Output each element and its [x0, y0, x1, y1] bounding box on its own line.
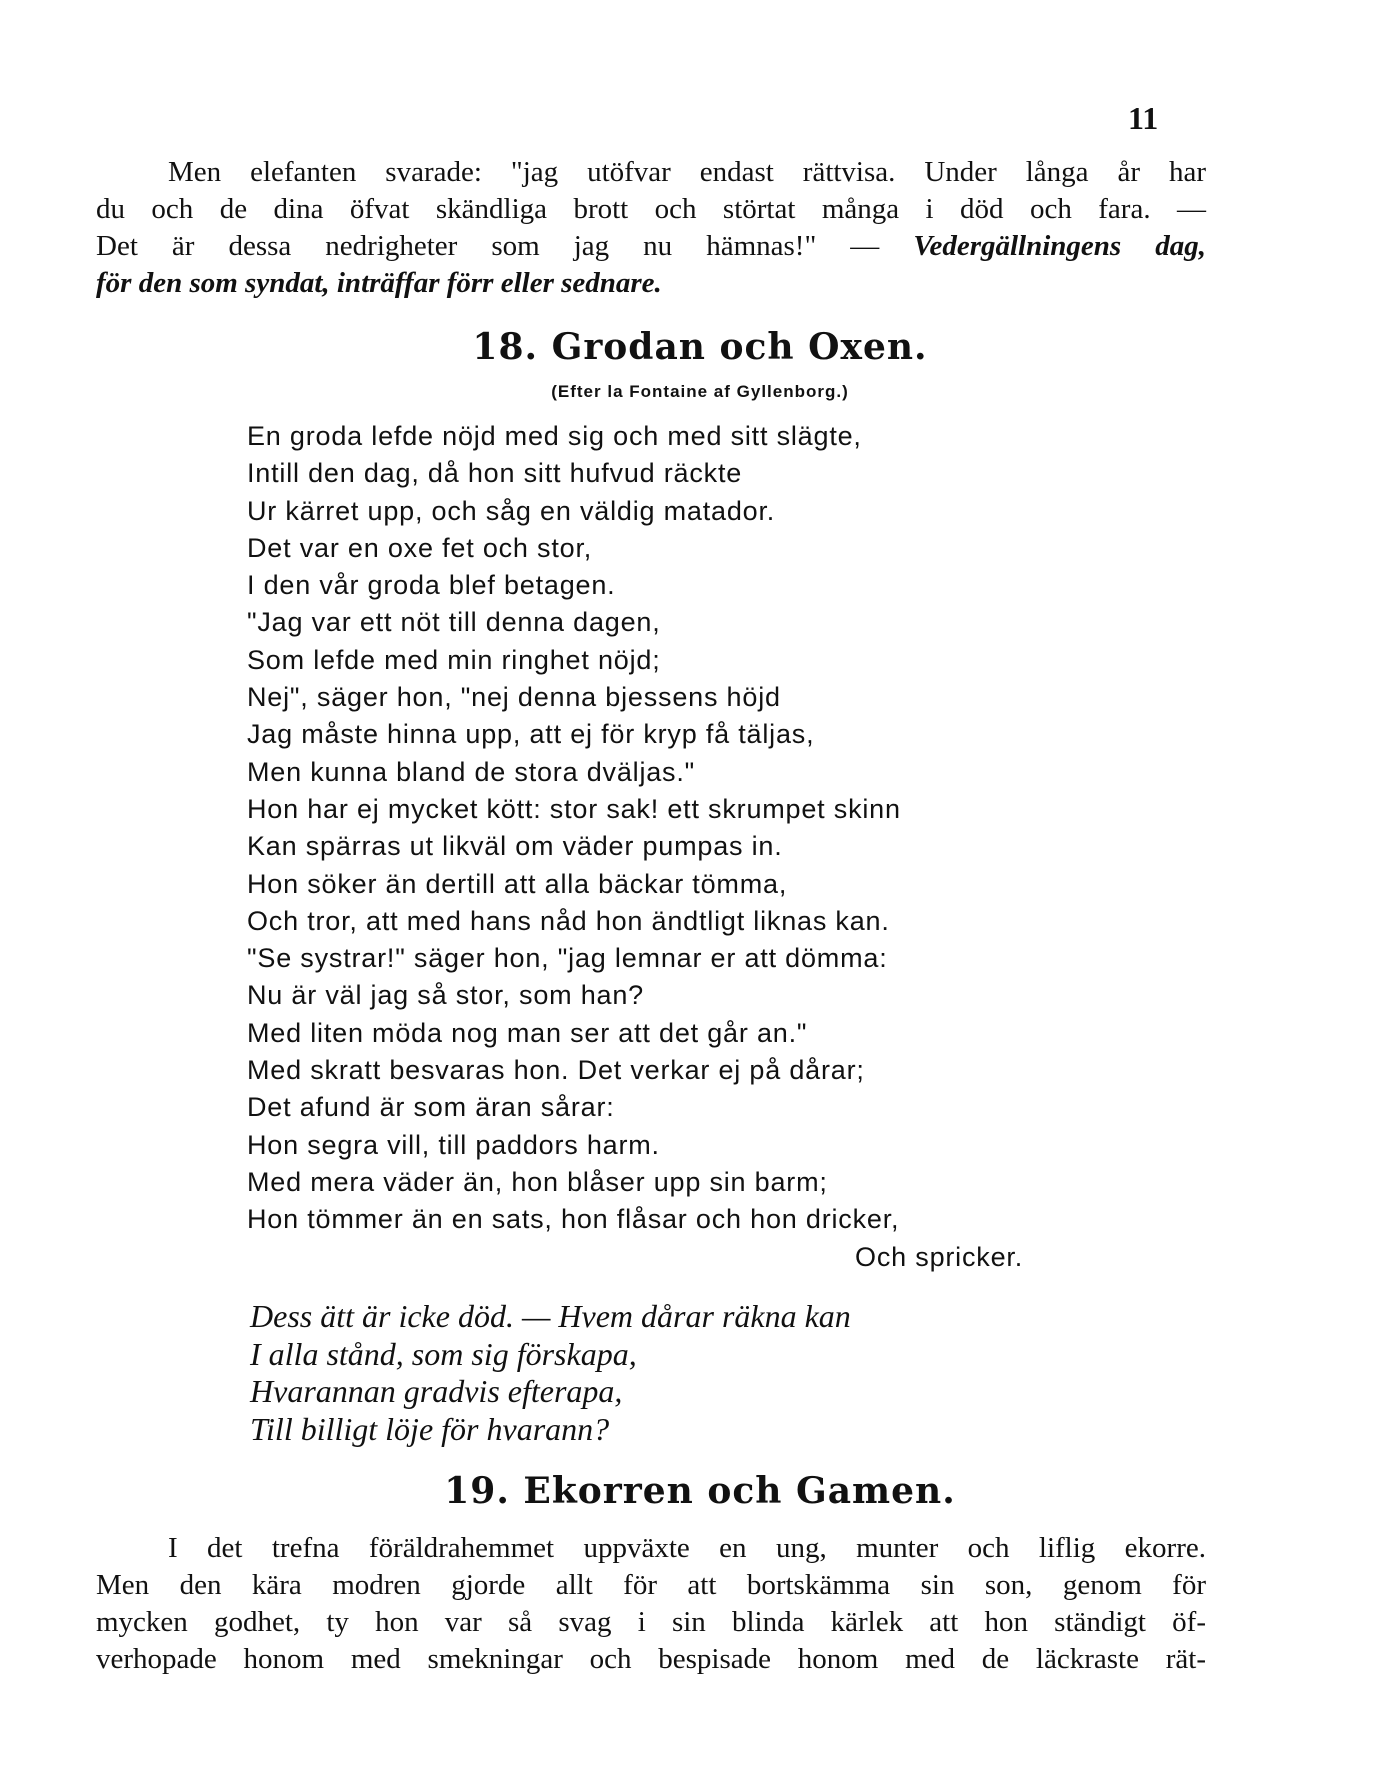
coda-verse: Dess ätt är icke död. — Hvem dårar räkna kan	[250, 1298, 851, 1334]
poem-verse: Som lefde med min ringhet nöjd;	[247, 644, 661, 675]
poem-verse: Nu är väl jag så stor, som han?	[247, 980, 644, 1011]
poem-verse: Hon har ej mycket kött: stor sak! ett skrumpet skinn	[247, 793, 901, 824]
fable-19-paragraph	[96, 1530, 1206, 1678]
intro-line: Men elefanten svarade: "jag utöfvar endast rättvisa. Under långa år har	[168, 156, 1206, 188]
poem-verse: Med liten möda nog man ser att det går an."	[247, 1017, 808, 1048]
poem-verse: Och tror, att med hans nåd hon ändtligt liknas kan.	[247, 905, 890, 936]
poem-verse: I den vår groda blef betagen.	[247, 570, 616, 601]
poem-verse: Jag måste hinna upp, att ej för kryp få täljas,	[247, 719, 815, 750]
poem-verse: Kan spärras ut likväl om väder pumpas in.	[247, 831, 783, 862]
fable-18-poem	[247, 418, 1047, 1276]
prose-line: verhopade honom med smekningar och bespisade honom med de läckraste rät-	[96, 1643, 1206, 1675]
poem-verse: "Jag var ett nöt till denna dagen,	[247, 607, 661, 638]
poem-verse: Hon segra vill, till paddors harm.	[247, 1129, 660, 1160]
poem-verse: Intill den dag, då hon sitt hufvud räckte	[247, 458, 743, 489]
coda-verse: Till billigt löje för hvarann?	[250, 1410, 610, 1447]
intro-line: du och de dina öfvat skändliga brott och störtat många i död och fara. —	[96, 193, 1206, 225]
poem-verse: Hon söker än dertill att alla bäckar tömma,	[247, 868, 788, 899]
poem-verse: Ur kärret upp, och såg en väldig matador.	[247, 495, 776, 526]
prose-line: I det trefna föräldrahemmet uppväxte en ung, munter och liflig ekorre.	[168, 1532, 1206, 1564]
poem-verse: Det var en oxe fet och stor,	[247, 532, 593, 563]
intro-paragraph	[96, 154, 1206, 302]
poem-verse: Men kunna bland de stora dväljas."	[247, 756, 696, 787]
fable-18-coda	[250, 1298, 1050, 1448]
poem-verse: Nej", säger hon, "nej denna bjessens höjd	[247, 682, 781, 713]
poem-verse: "Se systrar!" säger hon, "jag lemnar er att dömma:	[247, 943, 888, 974]
prose-line: mycken godhet, ty hon var så svag i sin blinda kärlek att hon ständigt öf-	[96, 1606, 1206, 1638]
intro-line-text: Det är dessa nedrigheter som jag nu hämnas!" —	[96, 230, 880, 262]
coda-verse: Hvarannan gradvis efterapa,	[250, 1373, 623, 1409]
poem-verse: En groda lefde nöjd med sig och med sitt slägte,	[247, 421, 862, 451]
page-number: 11	[1128, 100, 1159, 136]
poem-verse: Hon tömmer än en sats, hon flåsar och hon dricker,	[247, 1204, 900, 1235]
moral-last-line: för den som syndat, inträffar förr eller sednare.	[96, 267, 662, 299]
poem-verse: Med mera väder än, hon blåser upp sin barm;	[247, 1166, 828, 1197]
poem-verse-final: Och spricker.	[855, 1241, 1023, 1272]
fable-19-title: 19. Ekorren och Gamen.	[444, 1470, 956, 1512]
fable-18-title: 18. Grodan och Oxen.	[472, 326, 928, 368]
fable-18-subtitle: (Efter la Fontaine af Gyllenborg.)	[551, 382, 849, 401]
coda-verse: I alla stånd, som sig förskapa,	[250, 1335, 637, 1372]
intro-line-with-moral	[96, 228, 1206, 265]
poem-verse: Med skratt besvaras hon. Det verkar ej på dårar;	[247, 1055, 865, 1086]
moral-inline: Vedergällningens dag,	[913, 230, 1206, 262]
prose-line: Men den kära modren gjorde allt för att bortskämma sin son, genom för	[96, 1569, 1206, 1601]
poem-verse: Det afund är som äran sårar:	[247, 1092, 615, 1123]
